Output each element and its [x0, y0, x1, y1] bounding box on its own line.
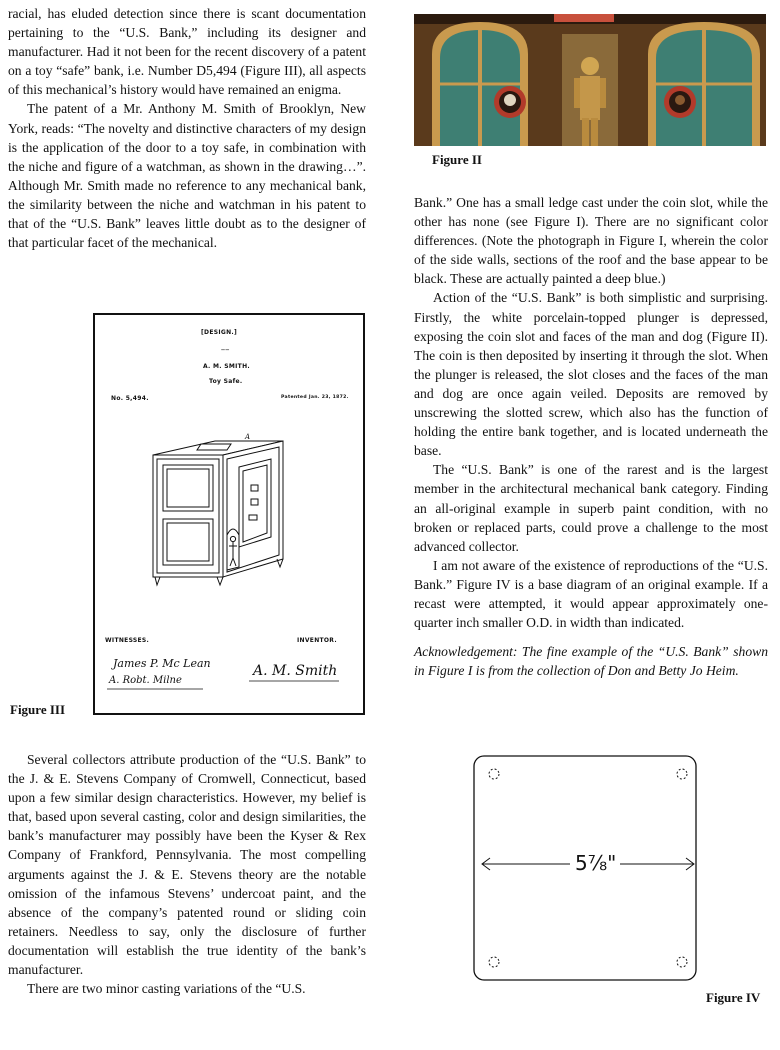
base-diagram	[470, 752, 700, 984]
svg-text:A: A	[245, 433, 251, 441]
left-column-bottom-text	[8, 750, 366, 998]
patent-name: A. M. SMITH.	[203, 363, 250, 370]
inventor-signature: A. M. Smith	[253, 663, 338, 679]
paragraph: The patent of a Mr. Anthony M. Smith of Brooklyn, New York, reads: “The novelty and distinctive characters of my design is the application of the door to a toy safe, in combination with the niche and figure of a watchman, as shown in the drawing…”. Although Mr. Smith made no reference to any mechanical bank, the similarity between the niche and watchman in his patent to that of the “U.S. Bank” leaves little doubt as to the designer of that particular facet of the mechanical.	[8, 101, 366, 251]
patent-divider: ——	[221, 347, 230, 352]
right-column-text	[414, 193, 768, 680]
paragraph: Several collectors attribute production of the “U.S. Bank” to the J. & E. Stevens Company of Cromwell, Connecticut, based upon a few similar design characteristics. However, my belief is that, based upon several casting, color and design similarities, the bank’s manufacturer may possibly have been the Kyser & Rex Company of Frankford, Pennsylvania. The most compelling arguments against the J. & E. Stevens theory are the notable omission of the infamous Stevens’ undercoat paint, and the absence of the company’s patented round or sliding coin retainers. Needless to say, only the disclosure of further documentation will establish the true identity of the bank’s manufacturer.	[8, 752, 366, 978]
paragraph: I am not aware of the existence of reproductions of the “U.S. Bank.” Figure IV is a base diagram of an original example. If a recast were attempted, it would appear approximately one-quarter inch smaller O.D. in width than indicated.	[414, 557, 768, 631]
toy-safe-illustration	[143, 427, 293, 587]
paragraph: There are two minor casting variations of the “U.S.	[27, 981, 306, 997]
witnesses-label: WITNESSES.	[105, 637, 150, 644]
figure-ii-caption: Figure II	[432, 152, 482, 167]
figure-iii-caption: Figure III	[10, 702, 66, 717]
figure-iv-caption: Figure IV	[706, 990, 761, 1005]
acknowledgement: Acknowledgement: The fine example of the “U.S. Bank” shown in Figure I is from the collection of Don and Betty Jo Heim.	[414, 644, 768, 679]
bank-photograph	[414, 14, 766, 146]
dimension-label: 5⅞"	[575, 851, 617, 875]
patent-number: No. 5,494.	[111, 395, 149, 402]
bank-photo-illustration	[414, 14, 766, 146]
patent-signatures	[107, 649, 357, 699]
paragraph: Action of the “U.S. Bank” is both simplistic and surprising. Firstly, the white porcelain-topped plunger is depressed, exposing the coin slot and faces of the man and dog (Figure II). The coin is then deposited by inserting it through the slot. When the plunger is released, the slot closes and the faces of the man and dog are once again veiled. Deposits are removed by unscrewing the slotted screw, which also has the function of holding the entire bank together, and is located underneath the base.	[414, 290, 768, 459]
left-column-top-text	[8, 4, 366, 252]
witness-signature-1: James P. Mc Lean	[113, 657, 211, 670]
base-outline	[470, 752, 700, 984]
patent-date: Patented Jan. 23, 1872.	[281, 395, 349, 400]
patent-title: Toy Safe.	[209, 378, 243, 385]
paragraph: racial, has eluded detection since there is scant documentation pertaining to the “U.S. Bank,” including its designer and manufacturer. Had it not been for the recent discovery of a patent on a toy “safe” bank, i.e. Number D5,494 (Figure III), all aspects of this mechanical’s history would have remained an enigma.	[8, 6, 366, 98]
patent-design-label: [DESIGN.]	[201, 329, 238, 336]
paragraph: The “U.S. Bank” is one of the rarest and is the largest member in the architectural mechanical bank category. Finding an all-original example in superb paint condition, with no broken or replaced parts, could prove a challenge to the most advanced collector.	[414, 462, 768, 554]
witness-signature-2: A. Robt. Milne	[109, 675, 182, 686]
paragraph: Bank.” One has a small ledge cast under the coin slot, while the other has none (see Figure I). There are no significant color differences. (Note the photograph in Figure I, wherein the color of the side walls, sections of the roof and the base appear to be black. These are actually painted a deep blue.)	[414, 195, 768, 287]
patent-drawing	[93, 313, 365, 715]
inventor-label: INVENTOR.	[297, 637, 337, 644]
